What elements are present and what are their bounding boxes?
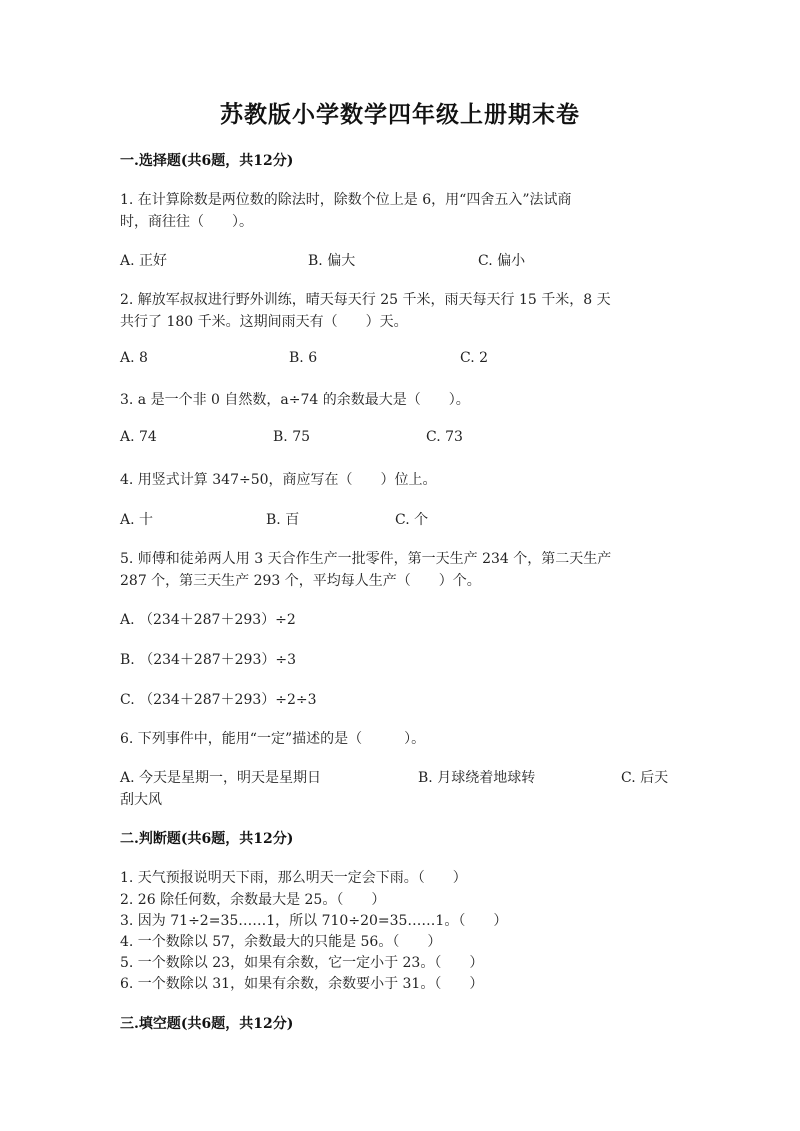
question-4-option-a: A. 十 — [120, 512, 154, 528]
judgment-item-5: 5. 一个数除以 23，如果有余数，它一定小于 23。（ ） — [120, 955, 484, 971]
question-6-line-1: 6. 下列事件中，能用“一定”描述的是（ ）。 — [120, 731, 426, 747]
question-6-option-a: A. 今天是星期一，明天是星期日 — [120, 770, 322, 786]
question-5-line-2: 287 个，第三天生产 293 个，平均每人生产（ ）个。 — [120, 573, 481, 589]
section-heading-judgment: 二.判断题(共6题，共12分) — [120, 831, 294, 847]
question-2-option-c: C. 2 — [460, 350, 489, 366]
question-3-option-b: B. 75 — [273, 429, 311, 445]
question-2-option-a: A. 8 — [120, 350, 148, 366]
question-2-line-2: 共行了 180 千米。这期间雨天有（ ）天。 — [120, 314, 408, 330]
question-6-option-c-continued: 刮大风 — [120, 792, 162, 808]
judgment-item-1: 1. 天气预报说明天下雨，那么明天一定会下雨。（ ） — [120, 870, 467, 886]
question-1-line-2: 时，商往往（ ）。 — [120, 214, 253, 230]
question-1-option-c: C. 偏小 — [478, 253, 526, 269]
judgment-item-6: 6. 一个数除以 31，如果有余数，余数要小于 31。（ ） — [120, 976, 484, 992]
question-1-option-b: B. 偏大 — [308, 253, 356, 269]
question-3-option-c: C. 73 — [426, 429, 463, 445]
judgment-item-3: 3. 因为 71÷2=35……1，所以 710÷20=35……1。（ ） — [120, 913, 508, 929]
question-6-option-c: C. 后天 — [621, 770, 669, 786]
judgment-item-2: 2. 26 除任何数，余数最大是 25。（ ） — [120, 892, 386, 908]
question-2-option-b: B. 6 — [289, 350, 318, 366]
question-1-option-a: A. 正好 — [120, 253, 168, 269]
question-4-line-1: 4. 用竖式计算 347÷50，商应写在（ ）位上。 — [120, 472, 437, 488]
question-2-line-1: 2. 解放军叔叔进行野外训练，晴天每天行 25 千米，雨天每天行 15 千米，8 天 — [120, 292, 611, 308]
question-5-option-b: B. （234＋287＋293）÷3 — [120, 652, 296, 668]
question-5-option-c: C. （234＋287＋293）÷2÷3 — [120, 692, 317, 708]
question-6-option-b: B. 月球绕着地球转 — [418, 770, 536, 786]
question-4-option-c: C. 个 — [395, 512, 429, 528]
question-3-line-1: 3. a 是一个非 0 自然数，a÷74 的余数最大是（ ）。 — [120, 392, 470, 408]
section-heading-fill-in: 三.填空题(共6题，共12分) — [120, 1016, 294, 1032]
section-heading-choice: 一.选择题(共6题，共12分) — [120, 153, 294, 169]
question-5-line-1: 5. 师傅和徒弟两人用 3 天合作生产一批零件，第一天生产 234 个，第二天生产 — [120, 551, 612, 567]
question-3-option-a: A. 74 — [120, 429, 157, 445]
judgment-item-4: 4. 一个数除以 57，余数最大的只能是 56。（ ） — [120, 934, 442, 950]
question-5-option-a: A. （234＋287＋293）÷2 — [120, 612, 296, 628]
exam-title: 苏教版小学数学四年级上册期末卷 — [220, 101, 580, 128]
question-1-line-1: 1. 在计算除数是两位数的除法时，除数个位上是 6，用“四舍五入”法试商 — [120, 192, 572, 208]
question-4-option-b: B. 百 — [266, 512, 300, 528]
